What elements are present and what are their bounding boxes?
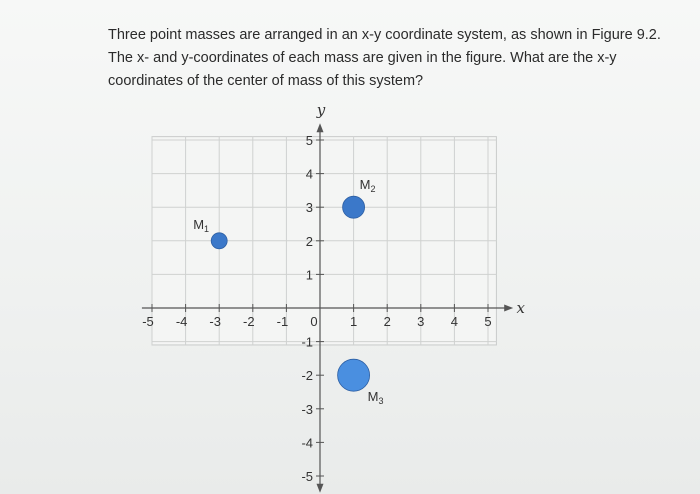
mass-label-letter: M: [359, 177, 371, 193]
x-tick-label: -5: [142, 314, 154, 329]
x-tick-label: 2: [383, 314, 391, 329]
mass-2-marker: [343, 196, 365, 218]
mass-label-subscript: 3: [378, 396, 384, 407]
y-tick-label: 3: [305, 200, 313, 216]
x-tick-label: 1: [349, 314, 358, 329]
mass-1-marker: [211, 233, 227, 249]
y-axis-arrow-up: [317, 123, 324, 132]
y-tick-label: -5: [301, 469, 313, 484]
y-axis-label: y: [316, 100, 326, 119]
mass-label-subscript: 1: [204, 223, 210, 234]
x-tick-label: 0: [310, 314, 318, 329]
mass-3-label: [368, 389, 384, 406]
y-tick-label: -2: [301, 368, 313, 384]
mass-label-letter: M: [193, 216, 205, 232]
x-tick-label: -4: [175, 314, 188, 329]
x-tick-label: 5: [484, 314, 492, 329]
mass-label-letter: M: [367, 389, 379, 405]
y-axis-arrow-down: [317, 484, 324, 493]
x-tick-label: -2: [243, 314, 255, 329]
grid: [152, 137, 496, 345]
x-axis-label: x: [516, 299, 526, 317]
x-tick-label: -3: [209, 314, 221, 329]
y-tick-label: -4: [301, 435, 313, 451]
x-tick-label: 3: [417, 314, 425, 329]
y-tick-label: 2: [305, 233, 313, 249]
x-axis-arrow: [504, 305, 513, 312]
y-tick-label: 1: [305, 267, 313, 283]
y-tick-label: 4: [305, 166, 313, 182]
mass-3-marker: [338, 359, 370, 391]
y-tick-label: -3: [301, 401, 313, 417]
x-tick-label: 4: [450, 314, 459, 329]
y-tick-label: 5: [305, 133, 313, 148]
x-tick-label: -1: [276, 314, 289, 329]
y-tick-label: -1: [301, 334, 313, 350]
mass-label-subscript: 2: [370, 184, 376, 195]
question-text: Three point masses are arranged in an x-y coordinate system, as shown in Figure 9.2. The x- and y-coordinates of each mass are given in the figure. What are the x-y coordinates of the center of mass of this system?: [108, 27, 661, 89]
